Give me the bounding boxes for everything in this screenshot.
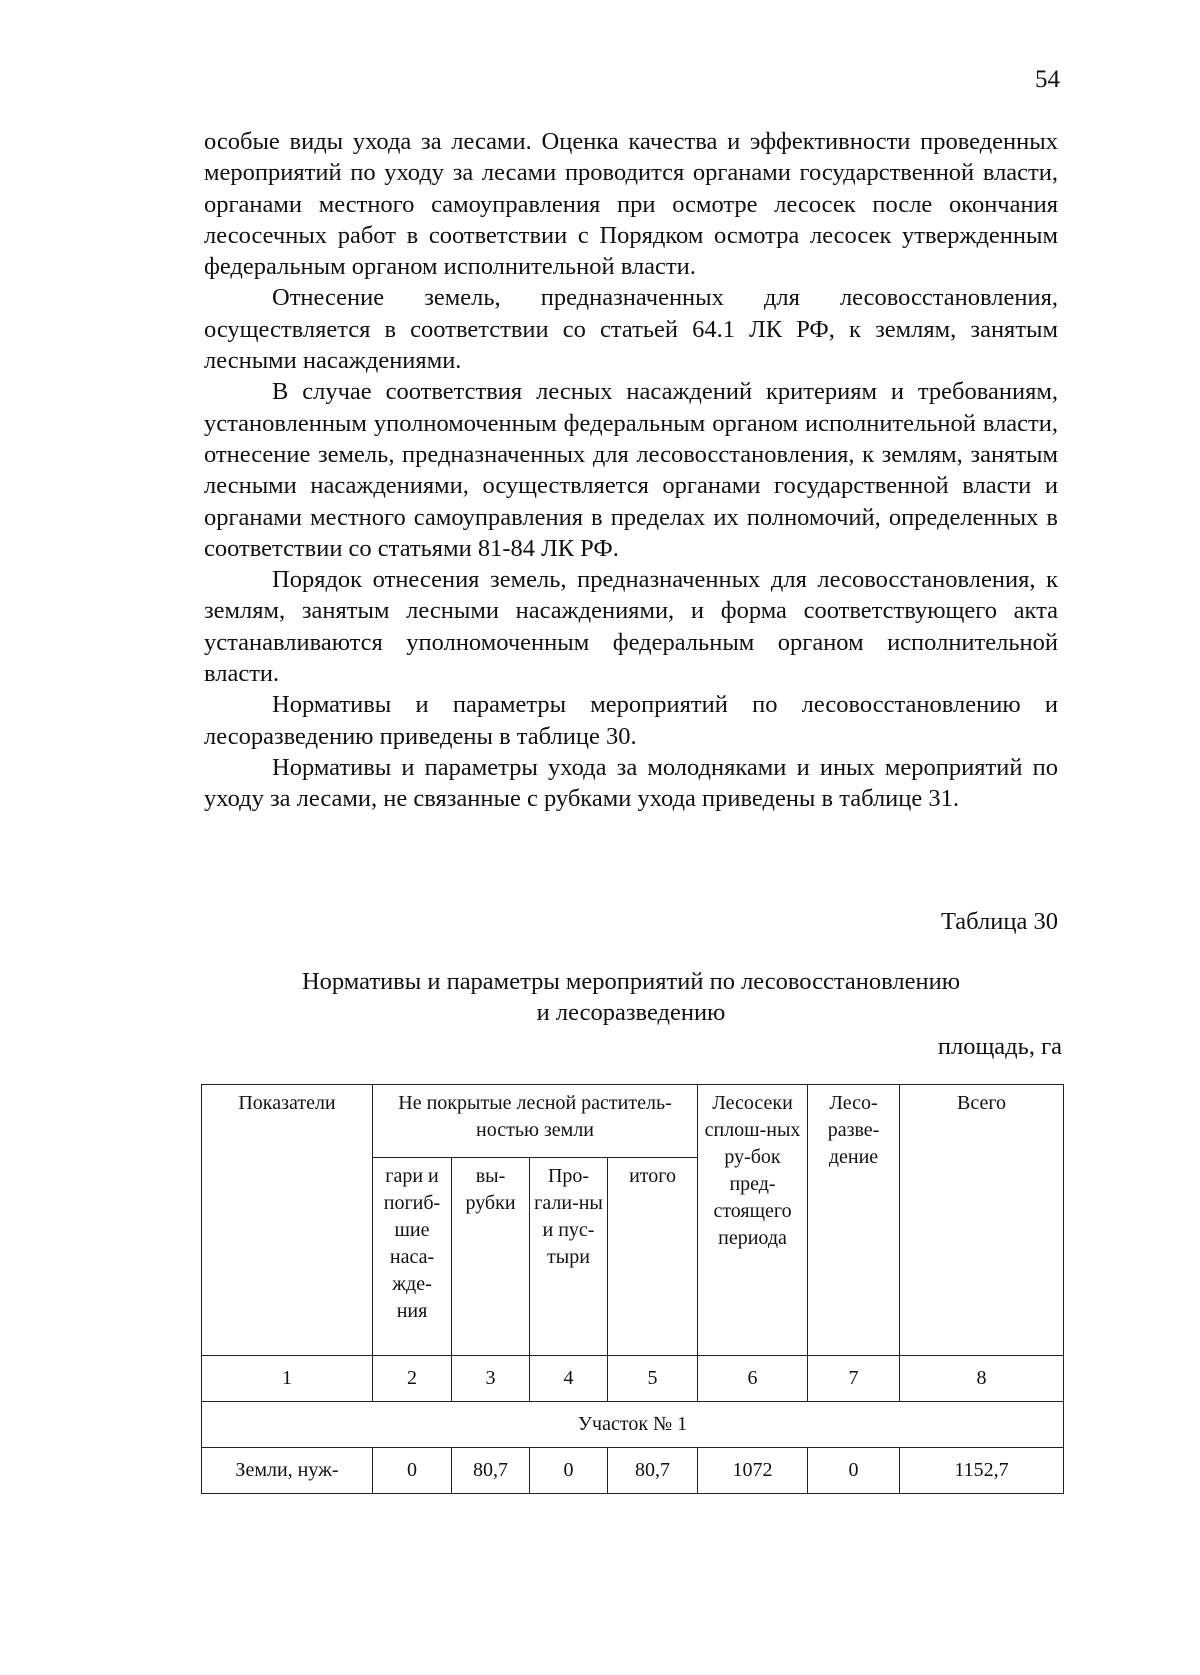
column-number: 4 (530, 1356, 608, 1402)
row-label: Земли, нуж- (202, 1448, 373, 1494)
paragraph: Отнесение земель, предназначенных для лесовосстановления, осуществляется в соответствии со статьей 64.1 ЛК РФ, к землям, занятым лесными насаждениями. (204, 284, 1058, 375)
paragraph: Порядок отнесения земель, предназначенных для лесовосстановления, к землям, занятым лесными насаждениями, и форма соответствующего акта устанавливаются уполномоченным федеральным органом исполнительной власти. (204, 566, 1058, 688)
column-number: 2 (373, 1356, 452, 1402)
header-indicators: Показатели (202, 1085, 373, 1356)
header-not-covered: Не покрытые лесной раститель-ностью земли (373, 1085, 698, 1158)
header-total: Всего (900, 1085, 1064, 1356)
body-text (204, 126, 1058, 815)
units-label: площадь, га (937, 1033, 1062, 1060)
header-gaps: Про-гали-ны и пус-тыри (530, 1158, 608, 1356)
header-subtotal: итого (608, 1158, 698, 1356)
column-number: 7 (808, 1356, 900, 1402)
table-title-line: и лесоразведению (536, 999, 726, 1026)
table-caption: Таблица 30 (940, 908, 1058, 935)
header-afforestation: Лесо-разве-дение (808, 1085, 900, 1356)
column-number: 5 (608, 1356, 698, 1402)
table-cell: 0 (808, 1448, 900, 1494)
table-cell: 80,7 (608, 1448, 698, 1494)
table-cell: 0 (530, 1448, 608, 1494)
header-clearings: вы-рубки (452, 1158, 530, 1356)
paragraph: В случае соответствия лесных насаждений критериям и требованиям, установленным уполномоченным федеральным органом исполнительной власти, отнесение земель, предназначенных для лесовосстановления, к землям, занятым лесными насаждениями, осуществляется органами государственной власти и органами местного самоуправления в пределах их полномочий, определенных в соответствии со статьями 81-84 ЛК РФ. (204, 378, 1058, 562)
column-number: 1 (202, 1356, 373, 1402)
table-cell: 1072 (698, 1448, 808, 1494)
paragraph: Нормативы и параметры мероприятий по лесовосстановлению и лесоразведению приведены в таблице 30. (204, 691, 1058, 750)
header-burnt: гари и погиб-шие наса-жде-ния (373, 1158, 452, 1356)
table-cell: 0 (373, 1448, 452, 1494)
paragraph: особые виды ухода за лесами. Оценка качества и эффективности проведенных мероприятий по уходу за лесами проводится органами государственной власти, органами местного самоуправления при осмотре лесосек после окончания лесосечных работ в соответствии с Порядком осмотра лесосек утвержденным федеральным органом исполнительной власти. (204, 128, 1058, 281)
table-title-line: Нормативы и параметры мероприятий по лесовосстановлению (301, 968, 961, 995)
table-row (202, 1448, 1064, 1494)
paragraph: Нормативы и параметры ухода за молодняками и иных мероприятий по уходу за лесами, не связанные с рубками ухода приведены в таблице 31. (204, 753, 1058, 813)
column-number: 8 (900, 1356, 1064, 1402)
column-number: 3 (452, 1356, 530, 1402)
table-cell: 80,7 (452, 1448, 530, 1494)
section-label: Участок № 1 (202, 1402, 1064, 1448)
page-number: 54 (1035, 66, 1060, 93)
header-cutting-areas: Лесосеки сплош-ных ру-бок пред-стоящего периода (698, 1085, 808, 1356)
column-number: 6 (698, 1356, 808, 1402)
table-cell: 1152,7 (900, 1448, 1064, 1494)
data-table (201, 1084, 1064, 1494)
table-title (204, 966, 1058, 1028)
